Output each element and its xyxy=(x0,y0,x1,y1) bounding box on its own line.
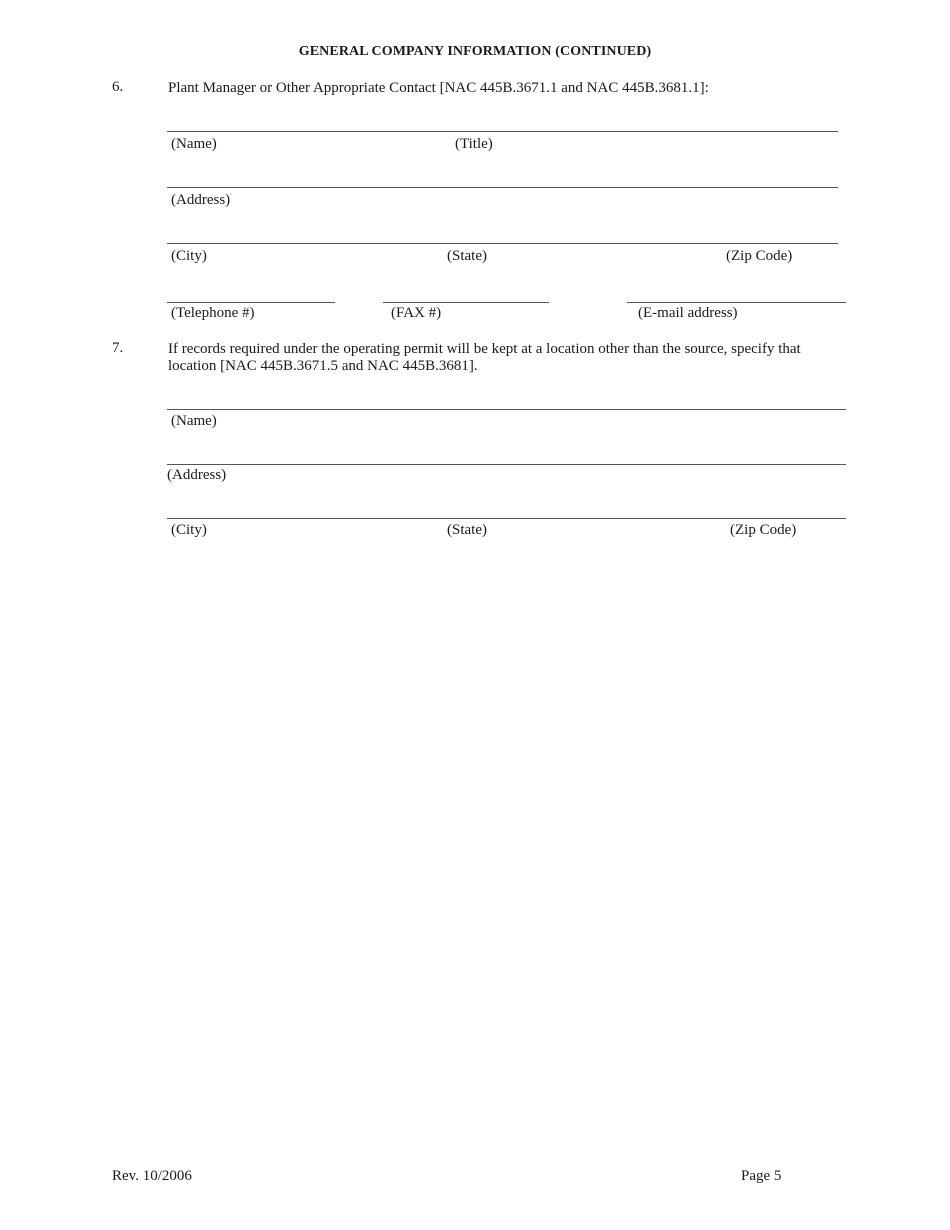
fax-input-line[interactable] xyxy=(383,302,549,303)
telephone-input-line[interactable] xyxy=(167,302,335,303)
records-city-label: (City) xyxy=(171,522,207,538)
section-7-heading-line-2: location [NAC 445B.3671.5 and NAC 445B.3681]. xyxy=(168,358,478,374)
section-7-heading-line-1: If records required under the operating permit will be kept at a location other than the source, specify that xyxy=(168,341,801,357)
address-input-line[interactable] xyxy=(167,187,838,188)
page-number: Page 5 xyxy=(741,1168,782,1184)
state-label: (State) xyxy=(447,248,487,264)
title-label: (Title) xyxy=(455,136,493,152)
page-title: GENERAL COMPANY INFORMATION (CONTINUED) xyxy=(298,44,652,59)
city-label: (City) xyxy=(171,248,207,264)
zip-code-label: (Zip Code) xyxy=(726,248,793,264)
city-state-zip-input-line[interactable] xyxy=(167,243,838,244)
records-name-input-line[interactable] xyxy=(167,409,846,410)
email-input-line[interactable] xyxy=(627,302,846,303)
records-city-state-zip-input-line[interactable] xyxy=(167,518,846,519)
telephone-label: (Telephone #) xyxy=(171,305,255,321)
records-state-label: (State) xyxy=(447,522,487,538)
address-label: (Address) xyxy=(171,192,231,208)
email-label: (E-mail address) xyxy=(638,305,738,321)
records-name-label: (Name) xyxy=(171,413,217,429)
fax-label: (FAX #) xyxy=(391,305,442,321)
revision-date: Rev. 10/2006 xyxy=(112,1168,192,1184)
section-7-number: 7. xyxy=(112,340,124,356)
section-6-number: 6. xyxy=(112,79,124,95)
section-6-heading: Plant Manager or Other Appropriate Contact [NAC 445B.3671.1 and NAC 445B.3681.1]: xyxy=(168,80,709,96)
records-zip-code-label: (Zip Code) xyxy=(730,522,797,538)
name-label: (Name) xyxy=(171,136,217,152)
records-address-input-line[interactable] xyxy=(167,464,846,465)
name-title-input-line[interactable] xyxy=(167,131,838,132)
records-address-label: (Address) xyxy=(167,467,227,483)
